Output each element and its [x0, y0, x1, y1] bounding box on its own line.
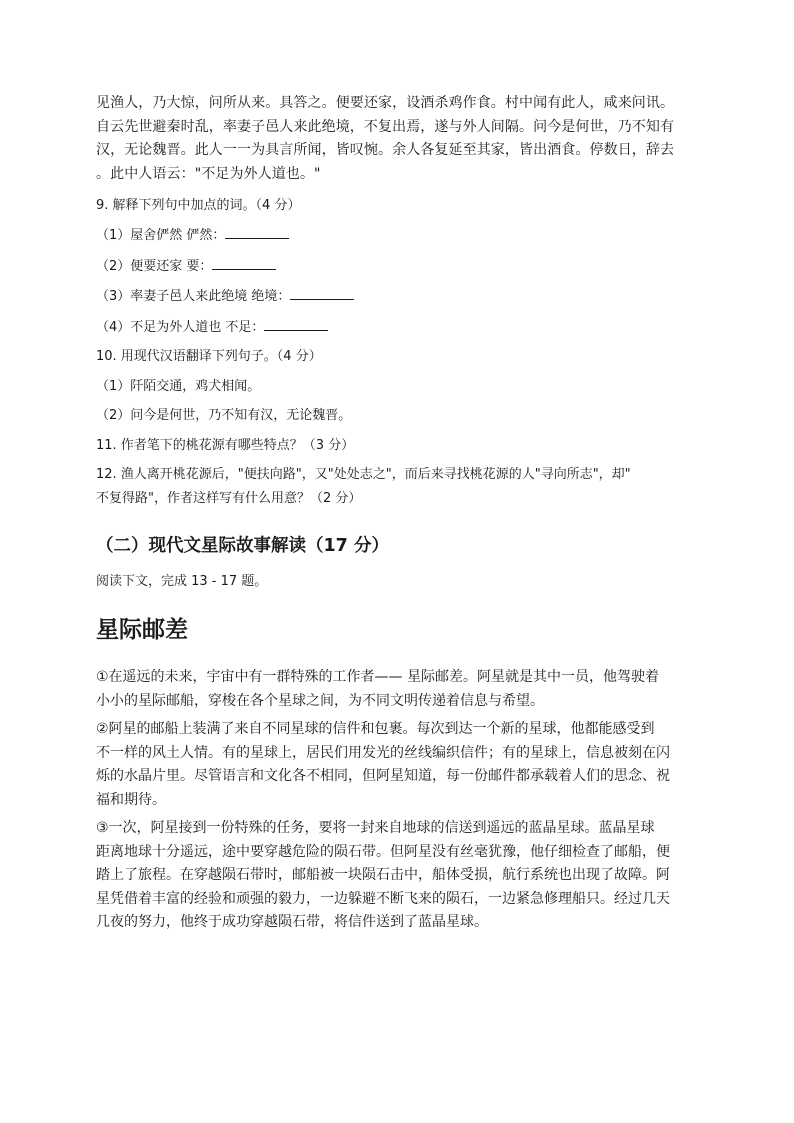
intro-line: 自云先世避秦时乱，率妻子邑人来此绝境，不复出焉，遂与外人间隔。问今是何世，乃不知有 — [96, 118, 675, 135]
question-9-stem: 9. 解释下列句中加点的词。（4 分） — [96, 197, 301, 213]
question-9-item: （2）便要还家 要： — [96, 256, 700, 277]
question-11: 11. 作者笔下的桃花源有哪些特点？（3 分） — [96, 437, 355, 453]
intro-line: 汉，无论魏晋。此人一一为具言所闻，皆叹惋。余人各复延至其家，皆出酒食。停数日，辞去 — [96, 142, 675, 158]
intro-line: 见渔人，乃大惊，问所从来。具答之。便要还家，设酒杀鸡作食。村中闻有此人，咸来问讯。 — [96, 95, 675, 111]
intro-passage — [96, 92, 700, 186]
question-9-item: （4）不足为外人道也 不足： — [96, 317, 700, 338]
question-10-item: （1）阡陌交通，鸡犬相闻。 — [96, 378, 261, 394]
question-9-item: （3）率妻子邑人来此绝境 绝境： — [96, 286, 700, 307]
story-paragraph-2 — [96, 718, 700, 812]
question-10-item: （2）问今是何世，乃不知有汉，无论魏晋。 — [96, 408, 352, 423]
answer-blank[interactable] — [212, 256, 276, 270]
question-12-line: 不复得路"，作者这样写有什么用意？（2 分） — [96, 491, 362, 506]
document-page — [96, 92, 700, 935]
answer-blank[interactable] — [290, 286, 354, 300]
section-2-heading: （二）现代文星际故事解读（17 分） — [96, 536, 389, 556]
story-paragraph-3 — [96, 817, 700, 935]
intro-line: 。此中人语云："不足为外人道也。" — [96, 165, 321, 182]
question-9 — [96, 196, 700, 338]
story-paragraph-1 — [96, 666, 700, 713]
question-12-line: 12. 渔人离开桃花源后，"便扶向路"，又"处处志之"，而后来寻找桃花源的人"寻向所志"，却" — [96, 467, 631, 482]
story-line: 福和期待。 — [96, 791, 166, 808]
story-line: ③一次，阿星接到一份特殊的任务，要将一封来自地球的信送到遥远的蓝晶星球。蓝晶星球 — [96, 820, 655, 836]
section-2-instruction: 阅读下文，完成 13 - 17 题。 — [96, 574, 268, 589]
story-line: 星凭借着丰富的经验和顽强的毅力，一边躲避不断飞来的陨石，一边紧急修理船只。经过几天 — [96, 890, 670, 907]
question-12 — [96, 465, 700, 509]
story-line: 踏上了旅程。在穿越陨石带时，邮船被一块陨石击中，船体受损，航行系统也出现了故障。阿 — [96, 867, 670, 883]
story-title: 星际邮差 — [96, 617, 188, 643]
answer-blank[interactable] — [264, 317, 328, 331]
story-line: 烁的水晶片里。尽管语言和文化各不相同，但阿星知道，每一份邮件都承载着人们的思念、祝 — [96, 768, 670, 784]
question-9-item: （1）屋舍俨然 俨然： — [96, 225, 700, 246]
question-10 — [96, 347, 700, 426]
story-line: ②阿星的邮船上装满了来自不同星球的信件和包裹。每次到达一个新的星球，他都能感受到 — [96, 721, 655, 737]
story-line: 不一样的风土人情。有的星球上，居民们用发光的丝线编织信件；有的星球上，信息被刻在闪 — [96, 744, 670, 761]
story-line: 距离地球十分遥远，途中要穿越危险的陨石带。但阿星没有丝毫犹豫，他仔细检查了邮船，便 — [96, 843, 670, 860]
question-10-stem: 10. 用现代汉语翻译下列句子。（4 分） — [96, 349, 322, 364]
story-line: ①在遥远的未来，宇宙中有一群特殊的工作者—— 星际邮差。阿星就是其中一员，他驾驶着 — [96, 669, 659, 685]
story-line: 几夜的努力，他终于成功穿越陨石带，将信件送到了蓝晶星球。 — [96, 914, 488, 930]
answer-blank[interactable] — [225, 225, 289, 239]
story-line: 小小的星际邮船，穿梭在各个星球之间，为不同文明传递着信息与希望。 — [96, 692, 544, 709]
